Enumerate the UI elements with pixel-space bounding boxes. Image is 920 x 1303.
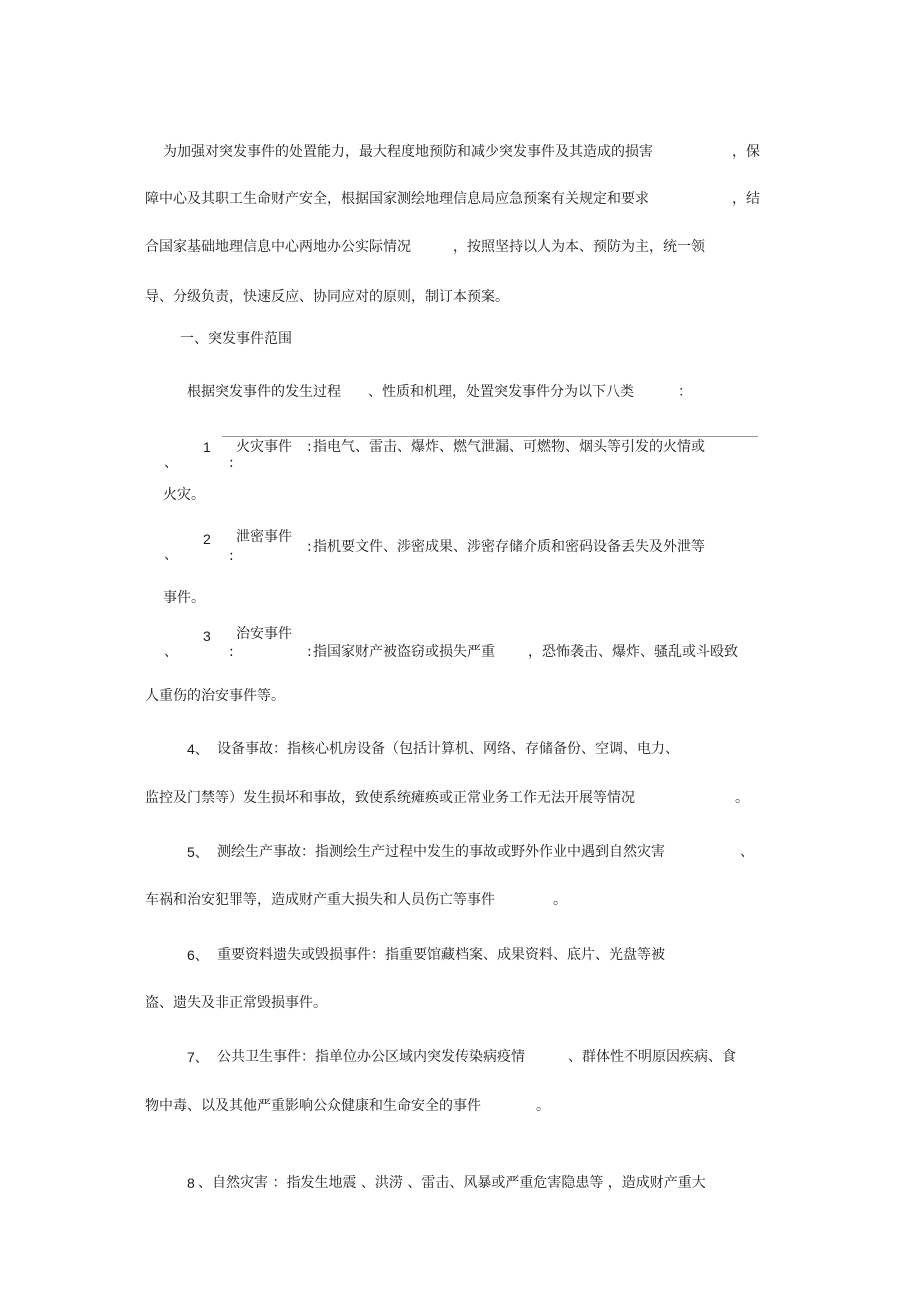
item-1-number: 1 — [203, 439, 211, 455]
item-1-text: 指电气、雷击、爆炸、燃气泄漏、可燃物、烟头等引发的火情或 — [313, 439, 705, 455]
item-5-tail: 、 — [740, 844, 754, 860]
intro-line-3-end: ，按照坚持以人为本、预防为主，统一领 — [453, 239, 705, 255]
item-6-number: 6、 — [187, 947, 209, 963]
item-4-text: 设备事故：指核心机房设备（包括计算机、网络、存储备份、空调、电力、 — [217, 741, 679, 757]
item-3-text-2: ，恐怖袭击、爆炸、骚乱或斗殴致 — [528, 644, 738, 660]
intro-line-1: 为加强对突发事件的处置能力，最大程度地预防和减少突发事件及其造成的损害 — [163, 144, 653, 160]
item-1-separator: 、 — [164, 455, 178, 471]
item-3-number: 3 — [203, 628, 211, 644]
intro-line-3: 合国家基础地理信息中心两地办公实际情况 — [145, 239, 411, 255]
item-3-text: 指国家财产被盗窃或损失严重 — [313, 644, 495, 660]
intro-line-4: 导、分级负责，快速反应、协同应对的原则，制订本预案。 — [145, 289, 509, 305]
item-7-number: 7、 — [187, 1049, 209, 1065]
item-5-continuation: 车祸和治安犯罪等，造成财产重大损失和人员伤亡等事件 — [145, 892, 495, 908]
item-2-separator: 、 — [164, 547, 178, 563]
section-lead: 根据突发事件的发生过程 — [187, 384, 341, 400]
intro-line-2-end: ，结 — [732, 191, 760, 207]
item-6-text: 重要资料遗失或毁损事件：指重要馆藏档案、成果资料、底片、光盘等被 — [217, 947, 665, 963]
item-7-continuation: 物中毒、以及其他严重影响公众健康和生命安全的事件 — [145, 1098, 481, 1114]
item-5-period: 。 — [553, 892, 567, 908]
item-7-text-2: 、群体性不明原因疾病、食 — [568, 1049, 736, 1065]
item-2-title: 泄密事件 — [236, 529, 292, 545]
item-1-colon: : — [307, 439, 312, 455]
item-2-number: 2 — [203, 531, 211, 547]
item-8-text: 、自然灾害 ：指发生地震 、洪涝 、雷击、风暴或严重危害隐患等 ，造成财产重大 — [198, 1175, 706, 1191]
item-7-text: 公共卫生事件：指单位办公区域内突发传染病疫情 — [217, 1049, 525, 1065]
item-7-period: 。 — [536, 1098, 550, 1114]
item-1-title: 火灾事件 — [236, 439, 292, 455]
item-1-continuation: 火灾。 — [163, 487, 205, 503]
item-2-continuation: 事件。 — [163, 590, 205, 606]
section-lead-colon: ： — [678, 384, 692, 400]
item-5-number: 5、 — [187, 844, 209, 860]
item-3-title: 治安事件 — [236, 626, 292, 642]
item-8-number: 8 — [187, 1175, 195, 1191]
item-3-colon-2: : — [307, 644, 312, 660]
item-2-text: 指机要文件、涉密成果、涉密存储介质和密码设备丢失及外泄等 — [313, 539, 705, 555]
item-3-continuation: 人重伤的治安事件等。 — [145, 688, 285, 704]
item-3-separator: 、 — [164, 644, 178, 660]
item-4-number: 4、 — [187, 741, 209, 757]
intro-line-1-end: ，保 — [732, 144, 760, 160]
item-2-colon: : — [229, 548, 234, 564]
item-5-text: 测绘生产事故：指测绘生产过程中发生的事故或野外作业中遇到自然灾害 — [217, 844, 665, 860]
separator-line — [222, 436, 758, 437]
section-lead-2: 、性质和机理，处置突发事件分为以下八类 — [368, 384, 634, 400]
item-2-colon-2: : — [307, 539, 312, 555]
item-4-period: 。 — [735, 790, 749, 806]
item-1-colon-2: : — [229, 455, 234, 471]
item-4-continuation: 监控及门禁等）发生损坏和事故，致使系统瘫痪或正常业务工作无法开展等情况 — [145, 790, 635, 806]
intro-line-2: 障中心及其职工生命财产安全，根据国家测绘地理信息局应急预案有关规定和要求 — [145, 191, 649, 207]
item-3-colon: : — [229, 644, 234, 660]
item-6-continuation: 盗、遗失及非正常毁损事件。 — [145, 995, 327, 1011]
section-heading: 一、突发事件范围 — [180, 331, 292, 347]
